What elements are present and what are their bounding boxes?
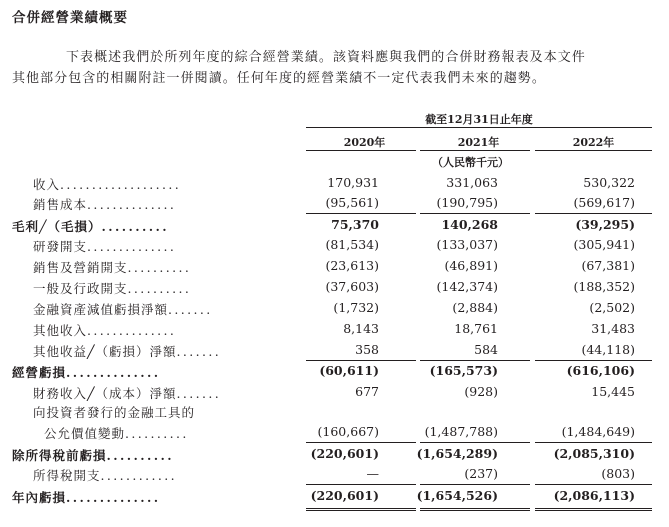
subtotal-rule bbox=[535, 213, 652, 214]
cell-2021: ( 2,884 ) bbox=[398, 300, 498, 315]
cell-2022: ( 2,086,113 ) bbox=[535, 488, 635, 503]
cell-2022: 530,322 bbox=[583, 175, 635, 190]
cell-2020: 170,931 bbox=[327, 175, 379, 190]
row-label: 毛利╱（毛損）.......... bbox=[12, 219, 170, 234]
cell-2021: 18,761 bbox=[454, 321, 498, 336]
subtotal-rule bbox=[420, 360, 530, 361]
cell-2021: 584 bbox=[474, 342, 498, 357]
table-row bbox=[0, 237, 669, 257]
table-row bbox=[0, 466, 669, 486]
cell-2021: ( 928 ) bbox=[398, 384, 498, 399]
period-rule bbox=[306, 127, 652, 128]
row-label: 一般及行政開支.......... bbox=[33, 281, 192, 296]
table-row bbox=[0, 279, 669, 299]
total-rule bbox=[420, 508, 530, 511]
cell-2022: ( 1,484,649 ) bbox=[535, 424, 635, 439]
intro-paragraph bbox=[12, 47, 652, 89]
cell-2022: ( 616,106 ) bbox=[535, 363, 635, 378]
cell-2022: ( 67,381 ) bbox=[535, 258, 635, 273]
subtotal-rule bbox=[420, 213, 530, 214]
cell-2022: ( 2,502 ) bbox=[535, 300, 635, 315]
cell-2021: ( 142,374 ) bbox=[398, 279, 498, 294]
cell-2022: ( 39,295 ) bbox=[535, 217, 635, 232]
cell-2022: ( 569,617 ) bbox=[535, 195, 635, 210]
table-row bbox=[0, 217, 669, 237]
row-label: 向投資者發行的金融工具的 bbox=[33, 405, 196, 420]
year-rule-2022 bbox=[535, 150, 652, 151]
row-label: 金融資產減值虧損淨額....... bbox=[33, 302, 213, 317]
cell-2021: ( 1,654,526 ) bbox=[398, 488, 498, 503]
cell-2021: 140,268 bbox=[441, 217, 498, 232]
cell-2020: ( 220,601 ) bbox=[279, 488, 379, 503]
cell-2021: ( 237 ) bbox=[398, 466, 498, 481]
cell-2022: ( 2,085,310 ) bbox=[535, 446, 635, 461]
cell-2020: — bbox=[366, 466, 379, 481]
subtotal-rule bbox=[306, 360, 416, 361]
subtotal-rule bbox=[306, 484, 416, 485]
subtotal-rule bbox=[420, 442, 530, 443]
row-label: 經營虧損.............. bbox=[12, 365, 161, 380]
table-row bbox=[0, 424, 669, 444]
cell-2021: ( 165,573 ) bbox=[398, 363, 498, 378]
year-header-2021: 2021年 bbox=[457, 136, 500, 149]
intro-line-1: 下表概述我們於所列年度的綜合經營業績。該資料應與我們的合併財務報表及本文件 bbox=[66, 50, 586, 65]
cell-2021: ( 190,795 ) bbox=[398, 195, 498, 210]
cell-2021: ( 1,654,289 ) bbox=[398, 446, 498, 461]
subtotal-rule bbox=[535, 484, 652, 485]
table-row bbox=[0, 488, 669, 508]
unit-label: （人民幣千元） bbox=[432, 156, 509, 169]
row-label: 研發開支.............. bbox=[33, 239, 177, 254]
subtotal-rule bbox=[306, 213, 416, 214]
subtotal-rule bbox=[535, 360, 652, 361]
row-label: 公允價值變動.......... bbox=[44, 426, 189, 441]
table-row bbox=[0, 342, 669, 362]
subtotal-rule bbox=[420, 484, 530, 485]
cell-2020: ( 95,561 ) bbox=[279, 195, 379, 210]
row-label: 其他收入.............. bbox=[33, 323, 177, 338]
table-row bbox=[0, 363, 669, 383]
subtotal-rule bbox=[306, 442, 416, 443]
total-rule bbox=[306, 508, 416, 511]
cell-2022: ( 305,941 ) bbox=[535, 237, 635, 252]
table-row bbox=[0, 195, 669, 215]
cell-2020: ( 1,732 ) bbox=[279, 300, 379, 315]
cell-2020: ( 37,603 ) bbox=[279, 279, 379, 294]
cell-2022: 31,483 bbox=[591, 321, 635, 336]
cell-2020: ( 23,613 ) bbox=[279, 258, 379, 273]
intro-line-2: 其他部分包含的相關附註一併閱讀。任何年度的經營業績不一定代表我們未來的趨勢。 bbox=[12, 71, 546, 86]
cell-2022: 15,445 bbox=[591, 384, 635, 399]
row-label: 銷售成本.............. bbox=[33, 197, 177, 212]
row-label: 所得稅開支............ bbox=[33, 468, 177, 483]
cell-2020: ( 160,667 ) bbox=[279, 424, 379, 439]
row-label: 年內虧損.............. bbox=[12, 490, 161, 505]
cell-2022: ( 803 ) bbox=[535, 466, 635, 481]
subtotal-rule bbox=[535, 442, 652, 443]
table-row bbox=[0, 300, 669, 320]
row-label: 收入................... bbox=[33, 177, 182, 192]
table-row bbox=[0, 321, 669, 341]
cell-2021: 331,063 bbox=[446, 175, 498, 190]
table-row bbox=[0, 258, 669, 278]
cell-2020: ( 60,611 ) bbox=[279, 363, 379, 378]
cell-2020: 358 bbox=[355, 342, 379, 357]
section-title: 合併經營業績概要 bbox=[12, 10, 128, 26]
table-row bbox=[0, 175, 669, 195]
cell-2020: 8,143 bbox=[343, 321, 379, 336]
row-label: 銷售及營銷開支.......... bbox=[33, 260, 192, 275]
table-row bbox=[0, 403, 669, 423]
table-row bbox=[0, 446, 669, 466]
period-header: 截至12月31日止年度 bbox=[425, 113, 533, 126]
year-rule-2020 bbox=[306, 150, 416, 151]
cell-2021: ( 46,891 ) bbox=[398, 258, 498, 273]
cell-2022: ( 44,118 ) bbox=[535, 342, 635, 357]
row-label: 其他收益╱（虧損）淨額....... bbox=[33, 344, 222, 359]
year-header-2022: 2022年 bbox=[572, 136, 615, 149]
cell-2020: ( 81,534 ) bbox=[279, 237, 379, 252]
cell-2021: ( 133,037 ) bbox=[398, 237, 498, 252]
total-rule bbox=[535, 508, 652, 511]
cell-2020: 75,370 bbox=[331, 217, 379, 232]
year-rule-2021 bbox=[420, 150, 530, 151]
cell-2021: ( 1,487,788 ) bbox=[398, 424, 498, 439]
year-header-2020: 2020年 bbox=[343, 136, 386, 149]
table-row bbox=[0, 384, 669, 404]
cell-2020: 677 bbox=[355, 384, 379, 399]
cell-2020: ( 220,601 ) bbox=[279, 446, 379, 461]
row-label: 財務收入╱（成本）淨額....... bbox=[33, 386, 222, 401]
row-label: 除所得稅前虧損.......... bbox=[12, 448, 175, 463]
cell-2022: ( 188,352 ) bbox=[535, 279, 635, 294]
